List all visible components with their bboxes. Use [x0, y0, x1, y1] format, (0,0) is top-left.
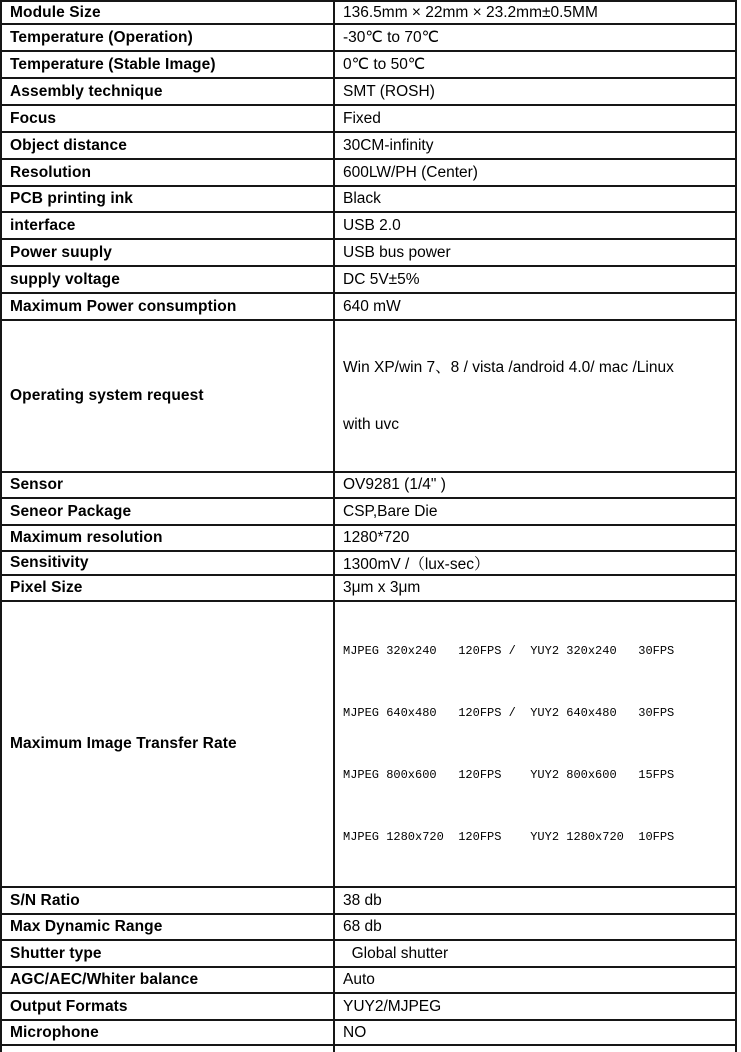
table-row — [1, 24, 736, 51]
table-row — [1, 212, 736, 239]
spec-label: Maximum resolution — [1, 525, 334, 551]
spec-value: 640 mW — [334, 293, 736, 320]
table-row — [1, 78, 736, 105]
spec-label: S/N Ratio — [1, 887, 334, 914]
table-row — [1, 551, 736, 575]
table-row — [1, 186, 736, 212]
transfer-rate-line: MJPEG 320x240 120FPS / YUY2 320x240 30FPS — [343, 644, 675, 658]
spec-value: DC 5V±5% — [334, 266, 736, 293]
table-row — [1, 967, 736, 993]
transfer-rate-line: MJPEG 1280x720 120FPS YUY2 1280x720 10FPS — [343, 830, 675, 844]
spec-label: Object distance — [1, 132, 334, 159]
table-row — [1, 914, 736, 940]
spec-value: 3μm x 3μm — [334, 575, 736, 601]
spec-value — [334, 320, 736, 472]
os-request-line: Win XP/win 7、8 / vista /android 4.0/ mac /Linux — [343, 359, 674, 376]
spec-label: interface — [1, 212, 334, 239]
spec-label: Power suuply — [1, 239, 334, 266]
spec-value — [334, 1045, 736, 1052]
spec-label: Pixel Size — [1, 575, 334, 601]
spec-value: 600LW/PH (Center) — [334, 159, 736, 186]
table-row — [1, 575, 736, 601]
spec-label: Max Dynamic Range — [1, 914, 334, 940]
spec-label: Maximum Image Transfer Rate — [1, 601, 334, 887]
spec-label: PCB printing ink — [1, 186, 334, 212]
spec-label: Temperature (Stable Image) — [1, 51, 334, 78]
table-row — [1, 1020, 736, 1045]
spec-value: NO — [334, 1020, 736, 1045]
os-request-line: with uvc — [343, 416, 399, 433]
spec-value: Black — [334, 186, 736, 212]
spec-label: Operating system request — [1, 320, 334, 472]
spec-value: USB bus power — [334, 239, 736, 266]
spec-value: 68 db — [334, 914, 736, 940]
table-row — [1, 472, 736, 498]
spec-value: 0℃ to 50℃ — [334, 51, 736, 78]
spec-value: 136.5mm × 22mm × 23.2mm±0.5MM — [334, 1, 736, 24]
table-row — [1, 601, 736, 887]
spec-label: Assembly technique — [1, 78, 334, 105]
spec-label: Microphone — [1, 1020, 334, 1045]
table-row — [1, 239, 736, 266]
table-row — [1, 940, 736, 967]
spec-value: YUY2/MJPEG — [334, 993, 736, 1020]
spec-value: 30CM-infinity — [334, 132, 736, 159]
table-row — [1, 993, 736, 1020]
table-row — [1, 887, 736, 914]
transfer-rate-line: MJPEG 800x600 120FPS YUY2 800x600 15FPS — [343, 768, 675, 782]
spec-label: Module Size — [1, 1, 334, 24]
table-row — [1, 320, 736, 472]
table-row — [1, 159, 736, 186]
transfer-rate-line: MJPEG 640x480 120FPS / YUY2 640x480 30FPS — [343, 706, 675, 720]
spec-label — [1, 1045, 334, 1052]
spec-value: 1280*720 — [334, 525, 736, 551]
spec-value: 1300mV /（lux-sec） — [334, 551, 736, 575]
spec-value: OV9281 (1/4" ) — [334, 472, 736, 498]
spec-value: 38 db — [334, 887, 736, 914]
table-row-partial — [1, 1045, 736, 1052]
table-row — [1, 293, 736, 320]
spec-label: Maximum Power consumption — [1, 293, 334, 320]
spec-value: Fixed — [334, 105, 736, 132]
spec-value — [334, 601, 736, 887]
spec-label: Sensor — [1, 472, 334, 498]
spec-label: Sensitivity — [1, 551, 334, 575]
spec-label: supply voltage — [1, 266, 334, 293]
spec-label: Output Formats — [1, 993, 334, 1020]
spec-value: -30℃ to 70℃ — [334, 24, 736, 51]
spec-value: Auto — [334, 967, 736, 993]
table-row — [1, 132, 736, 159]
spec-label: Focus — [1, 105, 334, 132]
spec-value: USB 2.0 — [334, 212, 736, 239]
spec-value: CSP,Bare Die — [334, 498, 736, 525]
table-row — [1, 1, 736, 24]
table-row — [1, 266, 736, 293]
table-row — [1, 498, 736, 525]
spec-label: Resolution — [1, 159, 334, 186]
spec-label: Shutter type — [1, 940, 334, 967]
spec-value: Global shutter — [334, 940, 736, 967]
table-row — [1, 105, 736, 132]
spec-value: SMT (ROSH) — [334, 78, 736, 105]
table-row — [1, 525, 736, 551]
spec-label: Temperature (Operation) — [1, 24, 334, 51]
table-row — [1, 51, 736, 78]
spec-label: AGC/AEC/Whiter balance — [1, 967, 334, 993]
spec-label: Seneor Package — [1, 498, 334, 525]
